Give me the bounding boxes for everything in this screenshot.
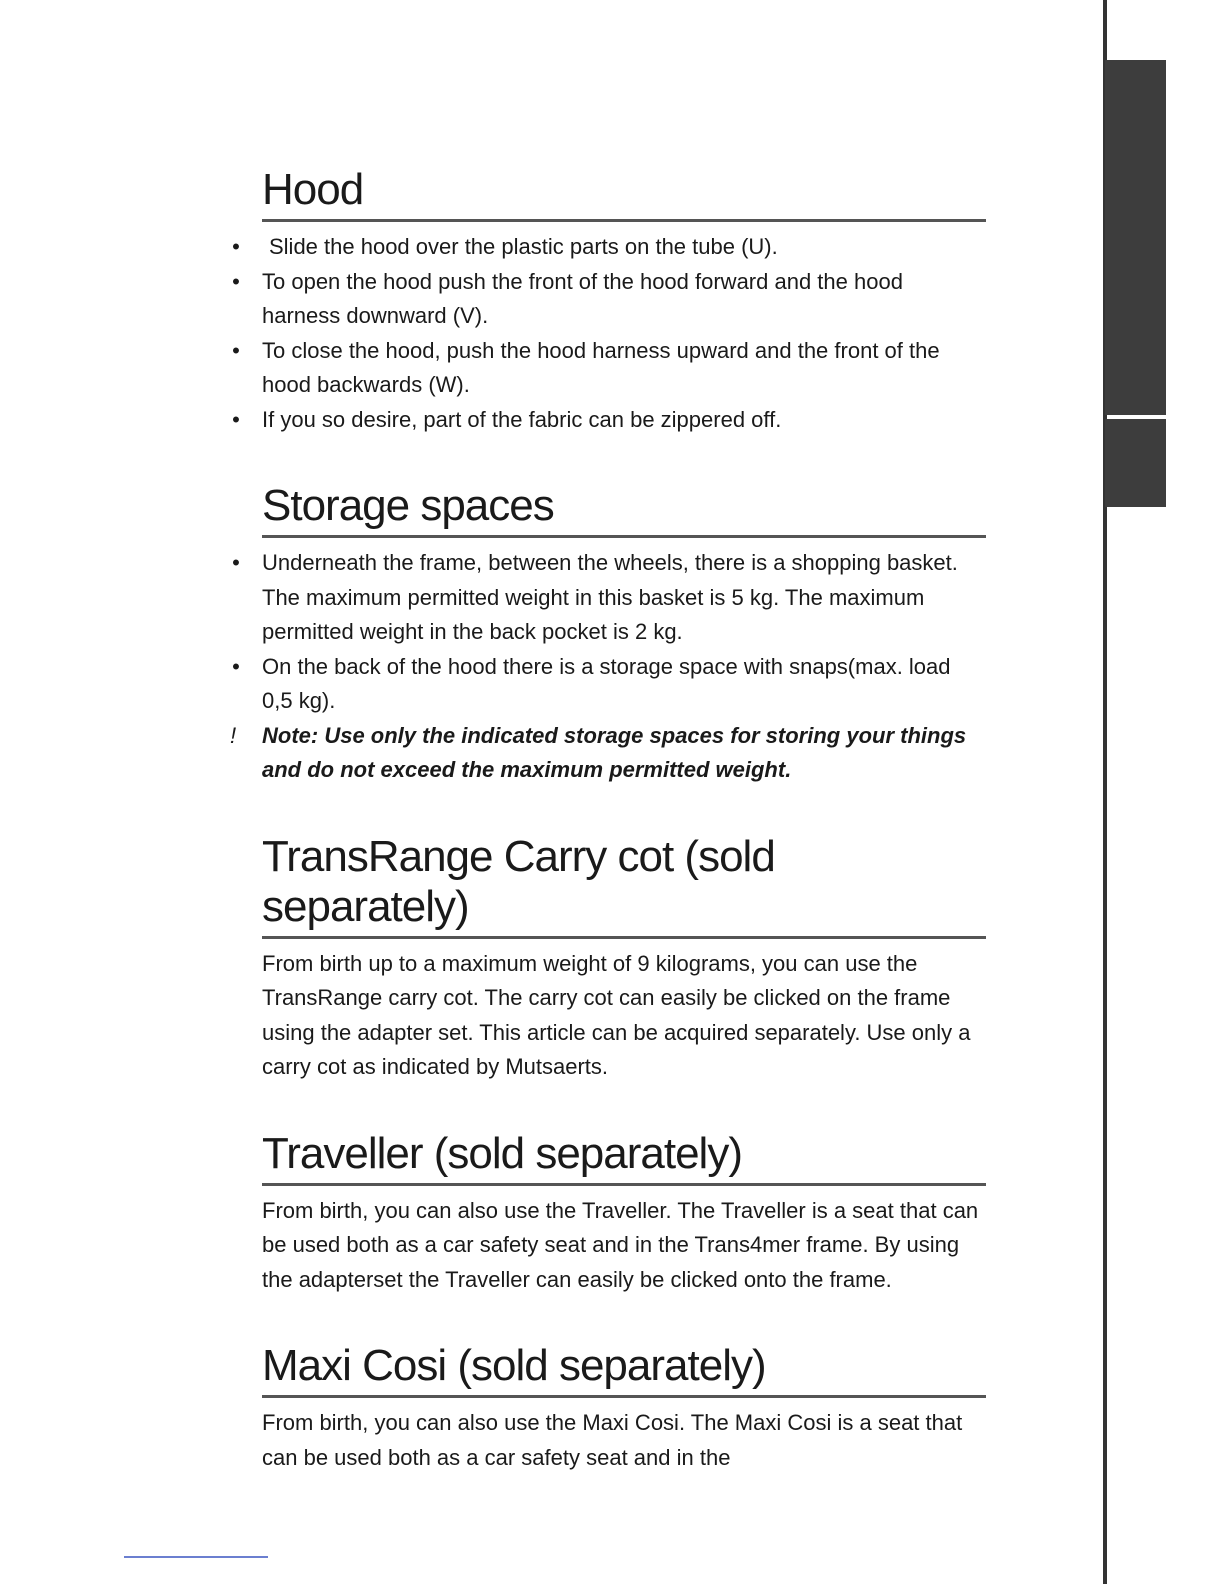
list-item <box>232 546 986 650</box>
section-traveller <box>262 1129 986 1298</box>
bullet-icon: • <box>232 268 240 294</box>
section-maxicosi <box>262 1341 986 1475</box>
section-title-maxicosi: Maxi Cosi (sold separately) <box>262 1341 986 1398</box>
bullet-icon: • <box>232 550 240 575</box>
bullet-icon: • <box>232 337 240 363</box>
chapter-tab-upper <box>1105 60 1166 415</box>
storage-bullet-list <box>232 546 986 719</box>
section-title-hood: Hood <box>262 165 986 222</box>
hood-bullet-list <box>232 230 986 437</box>
chapter-tab-lower <box>1105 419 1166 507</box>
bullet-icon: • <box>232 406 240 432</box>
list-item-text: On the back of the hood there is a storage space with snaps(max. load 0,5 kg). <box>262 653 951 713</box>
section-title-storage: Storage spaces <box>262 481 986 538</box>
list-item-text: To open the hood push the front of the hood forward and the hood harness downward (V). <box>262 268 903 328</box>
section-hood <box>232 165 986 437</box>
list-item <box>232 403 986 438</box>
footer-rule <box>124 1556 268 1558</box>
warning-icon: ! <box>229 722 237 748</box>
carrycot-paragraph: From birth up to a maximum weight of 9 kilograms, you can use the TransRange carry cot. The carry cot can easily be clicked on the frame using the adapter set. This article can be acquired separately. Use only a carry cot as indicated by Mutsaerts. <box>262 950 971 1079</box>
list-item-text: If you so desire, part of the fabric can be zippered off. <box>262 406 782 432</box>
section-storage <box>229 481 986 788</box>
section-title-traveller: Traveller (sold separately) <box>262 1129 986 1186</box>
list-item <box>232 334 986 403</box>
bullet-icon: • <box>232 234 240 259</box>
bullet-icon: • <box>232 653 240 679</box>
list-item <box>232 230 986 265</box>
page-content <box>229 165 986 1519</box>
list-item <box>232 650 986 719</box>
list-item-text: Underneath the frame, between the wheels, there is a shopping basket. The maximum permitted weight in this basket is 5 kg. The maximum permitted weight in the back pocket is 2 kg. <box>262 550 958 644</box>
section-title-carrycot: TransRange Carry cot (sold separately) <box>262 832 986 939</box>
storage-note <box>229 719 986 788</box>
section-carrycot <box>262 832 986 1085</box>
traveller-paragraph: From birth, you can also use the Traveller. The Traveller is a seat that can be used both as a car safety seat and in the Trans4mer frame. By using the adapterset the Traveller can easily be clicked onto the frame. <box>262 1197 979 1292</box>
list-item-text: To close the hood, push the hood harness upward and the front of the hood backwards (W). <box>262 337 940 397</box>
list-item <box>232 265 986 334</box>
maxicosi-paragraph: From birth, you can also use the Maxi Cosi. The Maxi Cosi is a seat that can be used both as a car safety seat and in the <box>262 1410 963 1470</box>
list-item-text: Slide the hood over the plastic parts on the tube (U). <box>269 234 778 259</box>
note-text: Note: Use only the indicated storage spaces for storing your things and do not exceed the maximum permitted weight. <box>262 722 967 782</box>
